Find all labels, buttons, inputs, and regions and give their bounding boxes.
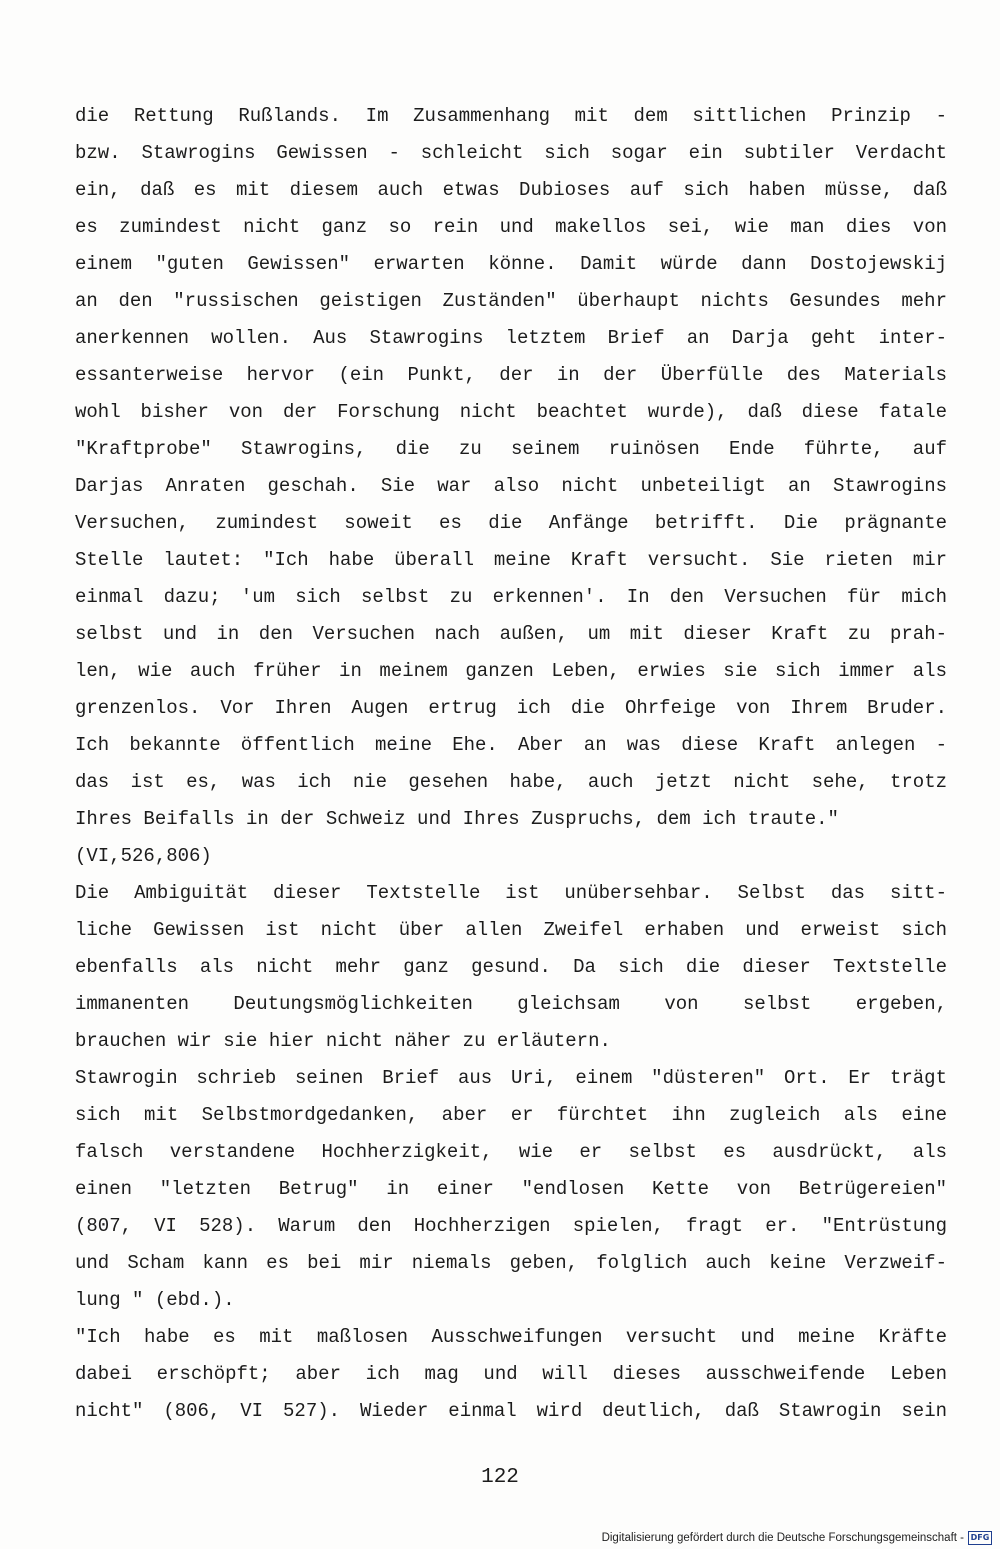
text-line: dabei erschöpft; aber ich mag und will dieses ausschweifende Leben (75, 1363, 947, 1385)
citation-line: (VI,526,806) (75, 845, 212, 867)
text-line: essanterweise hervor (ein Punkt, der in der Überfülle des Materials (75, 364, 947, 386)
body-text (75, 98, 947, 1430)
text-line: Stelle lautet: "Ich habe überall meine Kraft versucht. Sie rieten mir (75, 549, 947, 571)
digitization-footer (602, 1530, 992, 1546)
text-line: liche Gewissen ist nicht über allen Zweifel erhaben und erweist sich (75, 919, 947, 941)
text-line: es zumindest nicht ganz so rein und makellos sei, wie man dies von (75, 216, 947, 238)
text-line: Darjas Anraten geschah. Sie war also nicht unbeteiligt an Stawrogins (75, 475, 947, 497)
text-line: anerkennen wollen. Aus Stawrogins letztem Brief an Darja geht inter- (75, 327, 947, 349)
text-line: und Scham kann es bei mir niemals geben, folglich auch keine Verzweif- (75, 1252, 947, 1274)
text-line: immanenten Deutungsmöglichkeiten gleichsam von selbst ergeben, (75, 993, 947, 1015)
text-line: nicht" (806, VI 527). Wieder einmal wird deutlich, daß Stawrogin sein (75, 1400, 947, 1422)
text-line: falsch verstandene Hochherzigkeit, wie er selbst es ausdrückt, als (75, 1141, 947, 1163)
text-line: (807, VI 528). Warum den Hochherzigen spielen, fragt er. "Entrüstung (75, 1215, 947, 1237)
text-line: sich mit Selbstmordgedanken, aber er fürchtet ihn zugleich als eine (75, 1104, 947, 1126)
text-line: einen "letzten Betrug" in einer "endlosen Kette von Betrügereien" (75, 1178, 947, 1200)
footer-credit: Digitalisierung gefördert durch die Deutsche Forschungsgemeinschaft - (601, 1532, 964, 1544)
text-line: Versuchen, zumindest soweit es die Anfänge betrifft. Die prägnante (75, 512, 947, 534)
text-line: Die Ambiguität dieser Textstelle ist unübersehbar. Selbst das sitt- (75, 882, 947, 904)
text-line: das ist es, was ich nie gesehen habe, auch jetzt nicht sehe, trotz (75, 771, 947, 793)
text-line: Ich bekannte öffentlich meine Ehe. Aber an was diese Kraft anlegen - (75, 734, 947, 756)
text-line: bzw. Stawrogins Gewissen - schleicht sich sogar ein subtiler Verdacht (75, 142, 947, 164)
text-line: einmal dazu; 'um sich selbst zu erkennen'. In den Versuchen für mich (75, 586, 947, 608)
text-line: grenzenlos. Vor Ihren Augen ertrug ich die Ohrfeige von Ihrem Bruder. (75, 697, 947, 719)
text-line: selbst und in den Versuchen nach außen, um mit dieser Kraft zu prah- (75, 623, 947, 645)
text-line: Ihres Beifalls in der Schweiz und Ihres Zuspruchs, dem ich traute." (75, 808, 839, 830)
text-line: an den "russischen geistigen Zuständen" überhaupt nichts Gesundes mehr (75, 290, 947, 312)
text-line: brauchen wir sie hier nicht näher zu erläutern. (75, 1030, 611, 1052)
text-line: len, wie auch früher in meinem ganzen Leben, erwies sie sich immer als (75, 660, 947, 682)
text-line: "Kraftprobe" Stawrogins, die zu seinem ruinösen Ende führte, auf (75, 438, 947, 460)
text-line: einem "guten Gewissen" erwarten könne. Damit würde dann Dostojewskij (75, 253, 947, 275)
text-line: wohl bisher von der Forschung nicht beachtet wurde), daß diese fatale (75, 401, 947, 423)
text-line: die Rettung Rußlands. Im Zusammenhang mit dem sittlichen Prinzip - (75, 105, 947, 127)
dfg-logo-icon: DFG (968, 1531, 992, 1545)
text-line: ebenfalls als nicht mehr ganz gesund. Da sich die dieser Textstelle (75, 956, 947, 978)
text-line: lung " (ebd.). (75, 1289, 235, 1311)
text-line: ein, daß es mit diesem auch etwas Dubioses auf sich haben müsse, daß (75, 179, 947, 201)
text-line: Stawrogin schrieb seinen Brief aus Uri, einem "düsteren" Ort. Er trägt (75, 1067, 947, 1089)
text-line: "Ich habe es mit maßlosen Ausschweifungen versucht und meine Kräfte (75, 1326, 947, 1348)
page-number: 122 (481, 1466, 519, 1489)
